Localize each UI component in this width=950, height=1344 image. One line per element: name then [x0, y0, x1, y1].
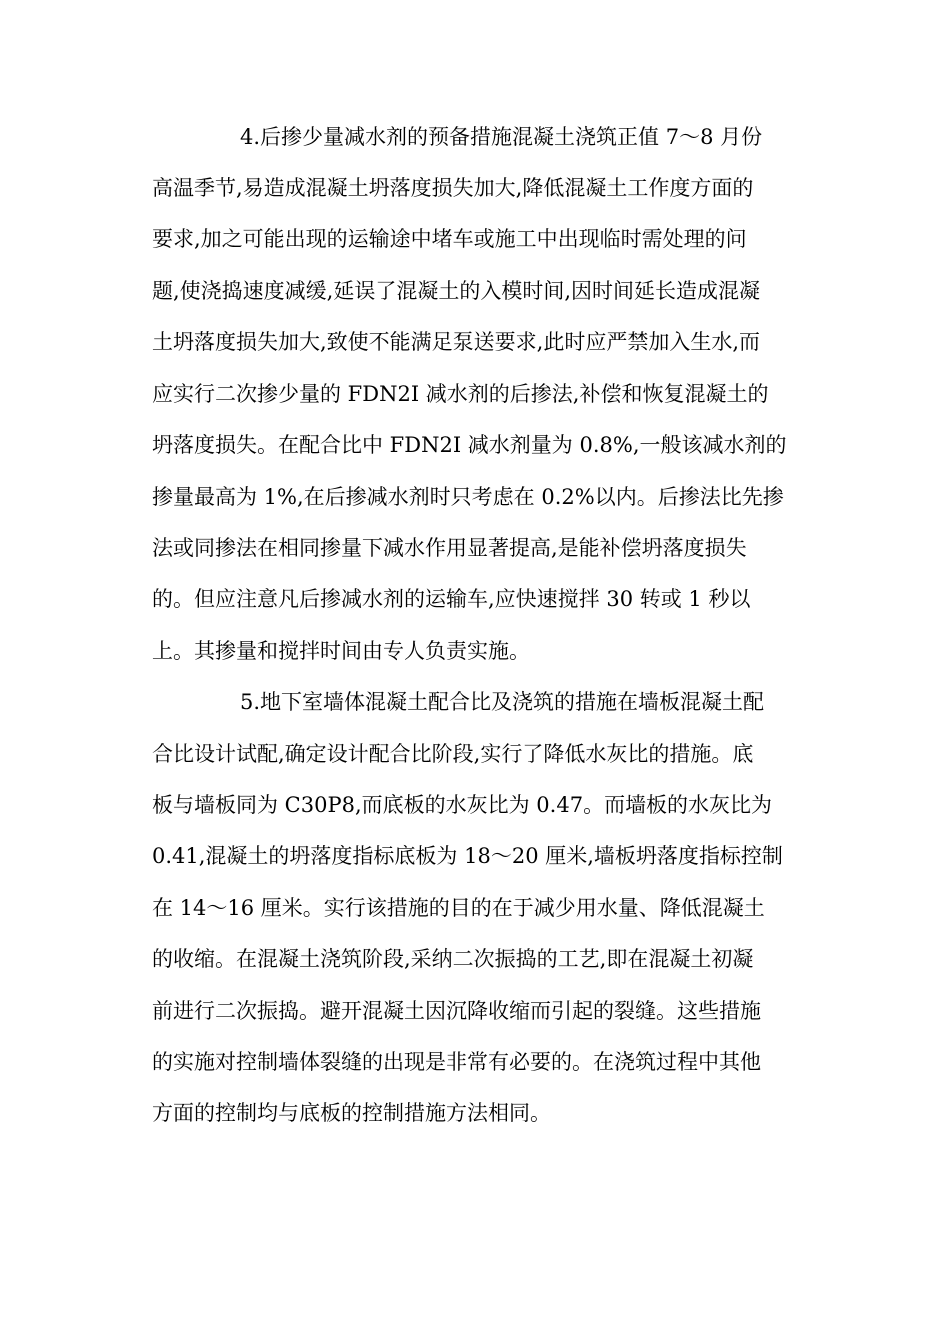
paragraph-line: 的收缩。在混凝土浇筑阶段,采纳二次振捣的工艺,即在混凝土初凝 [152, 947, 754, 971]
paragraph-line: 5.地下室墙体混凝土配合比及浇筑的措施在墙板混凝土配 [240, 690, 765, 714]
paragraph-line: 0.41,混凝土的坍落度指标底板为 18～20 厘米,墙板坍落度指标控制 [152, 844, 783, 868]
paragraph-line: 的。但应注意凡后掺减水剂的运输车,应快速搅拌 30 转或 1 秒以 [152, 587, 751, 611]
paragraph-line: 4.后掺少量减水剂的预备措施混凝土浇筑正值 7～8 月份 [240, 125, 763, 149]
paragraph-line: 应实行二次掺少量的 FDN2I 减水剂的后掺法,补偿和恢复混凝土的 [152, 382, 769, 406]
paragraph-line: 板与墙板同为 C30P8,而底板的水灰比为 0.47。而墙板的水灰比为 [152, 793, 773, 817]
paragraph-line: 上。其掺量和搅拌时间由专人负责实施。 [152, 639, 530, 663]
paragraph-line: 高温季节,易造成混凝土坍落度损失加大,降低混凝土工作度方面的 [152, 176, 754, 200]
paragraph-line: 要求,加之可能出现的运输途中堵车或施工中出现临时需处理的问 [152, 227, 747, 251]
paragraph-line: 法或同掺法在相同掺量下减水作用显著提高,是能补偿坍落度损失 [152, 536, 747, 560]
paragraph-line: 题,使浇捣速度减缓,延误了混凝土的入模时间,因时间延长造成混凝 [152, 279, 761, 303]
paragraph-line: 合比设计试配,确定设计配合比阶段,实行了降低水灰比的措施。底 [152, 742, 754, 766]
paragraph-line: 土坍落度损失加大,致使不能满足泵送要求,此时应严禁加入生水,而 [152, 330, 761, 354]
paragraph-line: 前进行二次振捣。避开混凝土因沉降收缩而引起的裂缝。这些措施 [152, 999, 761, 1023]
paragraph-line: 的实施对控制墙体裂缝的出现是非常有必要的。在浇筑过程中其他 [152, 1050, 761, 1074]
paragraph-line: 方面的控制均与底板的控制措施方法相同。 [152, 1101, 551, 1125]
paragraph-line: 掺量最高为 1%,在后掺减水剂时只考虑在 0.2%以内。后掺法比先掺 [152, 485, 784, 509]
paragraph-line: 在 14～16 厘米。实行该措施的目的在于减少用水量、降低混凝土 [152, 896, 765, 920]
paragraph-line: 坍落度损失。在配合比中 FDN2I 减水剂量为 0.8%,一般该减水剂的 [152, 433, 787, 457]
